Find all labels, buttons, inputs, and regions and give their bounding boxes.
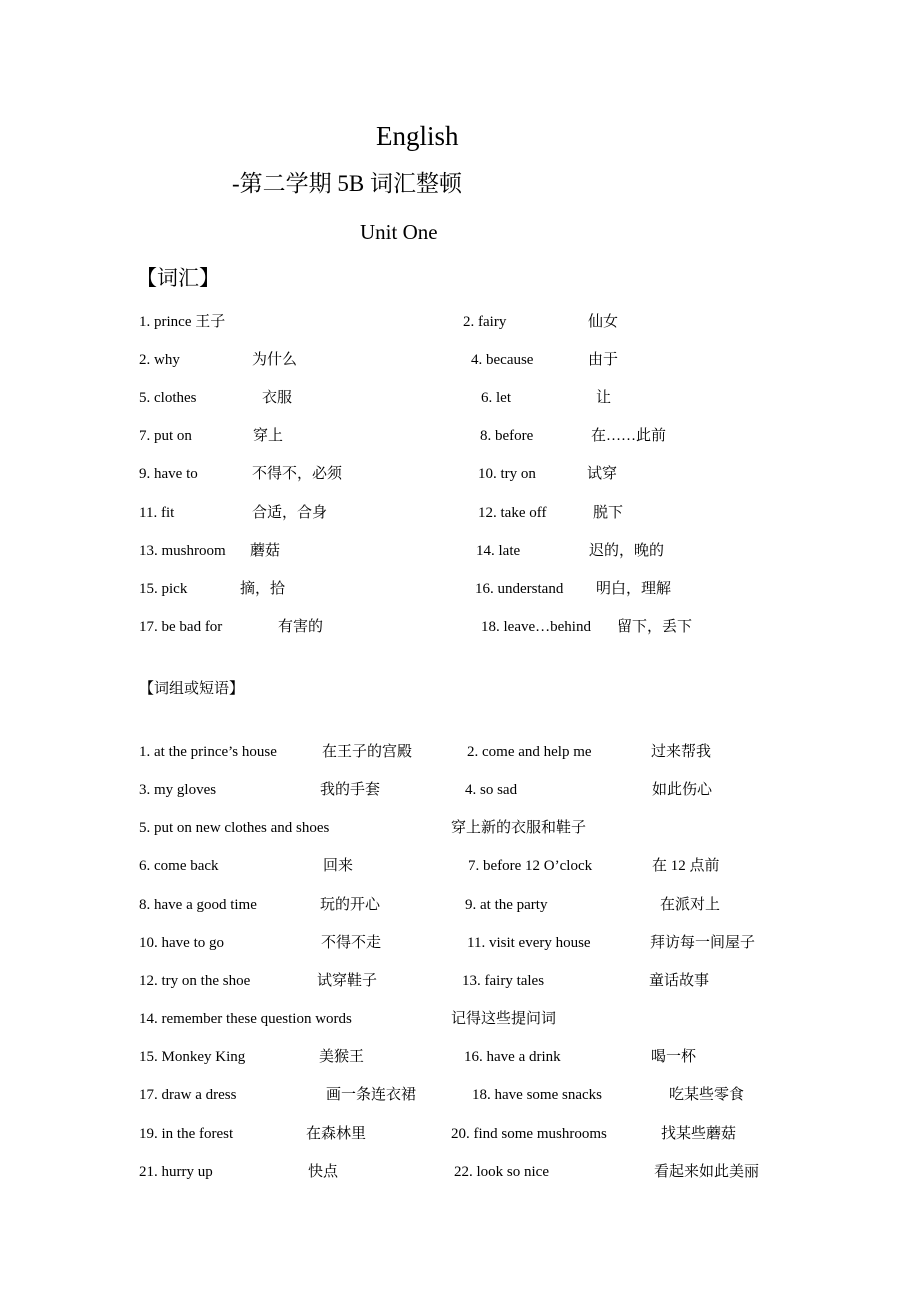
vocab-meaning: 衣服 (262, 390, 293, 406)
phrase-term: 4. so sad (465, 782, 518, 798)
phrase-term: 3. my gloves (139, 782, 217, 798)
phrase-meaning: 童话故事 (649, 973, 710, 989)
vocab-meaning: 试穿 (587, 466, 618, 482)
phrase-term: 21. hurry up (139, 1164, 213, 1180)
vocab-meaning: 合适，合身 (252, 505, 328, 521)
vocab-heading: 【词汇】 (136, 266, 220, 290)
page-title: English (376, 121, 459, 151)
vocab-term: 8. before (480, 428, 534, 444)
vocab-meaning: 不得不，必须 (252, 466, 343, 482)
phrase-term: 16. have a drink (464, 1049, 561, 1065)
phrase-term: 8. have a good time (139, 897, 257, 913)
phrase-term: 13. fairy tales (462, 973, 545, 989)
phrase-meaning: 不得不走 (321, 935, 382, 951)
phrase-term: 1. at the prince’s house (139, 744, 277, 760)
phrase-meaning: 看起来如此美丽 (654, 1164, 760, 1180)
phrase-meaning: 回来 (323, 858, 354, 874)
phrase-meaning: 记得这些提问词 (451, 1011, 557, 1027)
vocab-term: 15. pick (139, 581, 188, 597)
page-subtitle: -第二学期 5B 词汇整顿 (232, 171, 462, 196)
vocab-term: 12. take off (478, 505, 547, 521)
phrase-term: 19. in the forest (139, 1126, 234, 1142)
phrase-term: 7. before 12 O’clock (468, 858, 593, 874)
phrases-heading: 【词组或短语】 (139, 681, 245, 697)
vocab-term: 18. leave…behind (481, 619, 591, 635)
phrase-meaning: 美猴王 (319, 1049, 365, 1065)
phrase-meaning: 在 12 点前 (652, 858, 720, 874)
vocab-meaning: 脱下 (593, 505, 624, 521)
vocab-term: 9. have to (139, 466, 198, 482)
vocab-meaning: 留下，丢下 (617, 619, 693, 635)
vocab-meaning: 在……此前 (591, 428, 667, 444)
vocab-term: 16. understand (475, 581, 564, 597)
vocab-term: 2. fairy (463, 314, 507, 330)
phrase-meaning: 在森林里 (306, 1126, 367, 1142)
vocab-term: 17. be bad for (139, 619, 223, 635)
vocab-term: 10. try on (478, 466, 536, 482)
vocab-meaning: 摘，拾 (240, 581, 286, 597)
phrase-meaning: 如此伤心 (652, 782, 713, 798)
phrase-term: 20. find some mushrooms (451, 1126, 607, 1142)
phrase-meaning: 穿上新的衣服和鞋子 (451, 820, 587, 836)
vocab-term: 6. let (481, 390, 511, 406)
phrase-term: 9. at the party (465, 897, 548, 913)
phrase-meaning: 喝一杯 (651, 1049, 697, 1065)
phrase-meaning: 过来帮我 (651, 744, 712, 760)
phrase-meaning: 画一条连衣裙 (326, 1087, 417, 1103)
phrase-meaning: 玩的开心 (320, 897, 381, 913)
phrase-meaning: 吃某些零食 (669, 1087, 745, 1103)
phrase-term: 12. try on the shoe (139, 973, 251, 989)
phrase-term: 14. remember these question words (139, 1011, 352, 1027)
vocab-term: 13. mushroom (139, 543, 226, 559)
vocab-meaning: 由于 (588, 352, 619, 368)
vocab-meaning: 迟的，晚的 (589, 543, 665, 559)
phrase-meaning: 试穿鞋子 (317, 973, 378, 989)
vocab-term: 5. clothes (139, 390, 197, 406)
phrase-term: 18. have some snacks (472, 1087, 602, 1103)
phrase-term: 6. come back (139, 858, 219, 874)
vocab-meaning: 为什么 (252, 352, 298, 368)
vocab-meaning: 蘑菇 (250, 543, 281, 559)
phrase-term: 17. draw a dress (139, 1087, 237, 1103)
vocab-term: 14. late (476, 543, 521, 559)
phrase-term: 10. have to go (139, 935, 224, 951)
vocab-meaning: 穿上 (253, 428, 284, 444)
phrase-meaning: 在王子的宫殿 (322, 744, 413, 760)
vocab-meaning: 明白，理解 (596, 581, 672, 597)
vocab-term: 1. prince 王子 (139, 314, 226, 330)
phrase-term: 22. look so nice (454, 1164, 549, 1180)
vocab-term: 4. because (471, 352, 534, 368)
vocab-term: 2. why (139, 352, 180, 368)
unit-title: Unit One (360, 220, 438, 244)
phrase-term: 2. come and help me (467, 744, 592, 760)
phrase-meaning: 快点 (308, 1164, 339, 1180)
phrase-meaning: 在派对上 (660, 897, 721, 913)
vocab-term: 7. put on (139, 428, 192, 444)
vocab-meaning: 有害的 (278, 619, 324, 635)
phrase-meaning: 找某些蘑菇 (661, 1126, 737, 1142)
phrase-meaning: 拜访每一间屋子 (650, 935, 756, 951)
phrase-term: 5. put on new clothes and shoes (139, 820, 330, 836)
phrase-term: 11. visit every house (467, 935, 591, 951)
phrase-meaning: 我的手套 (320, 782, 381, 798)
vocab-meaning: 仙女 (588, 314, 619, 330)
phrase-term: 15. Monkey King (139, 1049, 246, 1065)
vocab-term: 11. fit (139, 505, 175, 521)
vocab-meaning: 让 (596, 390, 612, 406)
